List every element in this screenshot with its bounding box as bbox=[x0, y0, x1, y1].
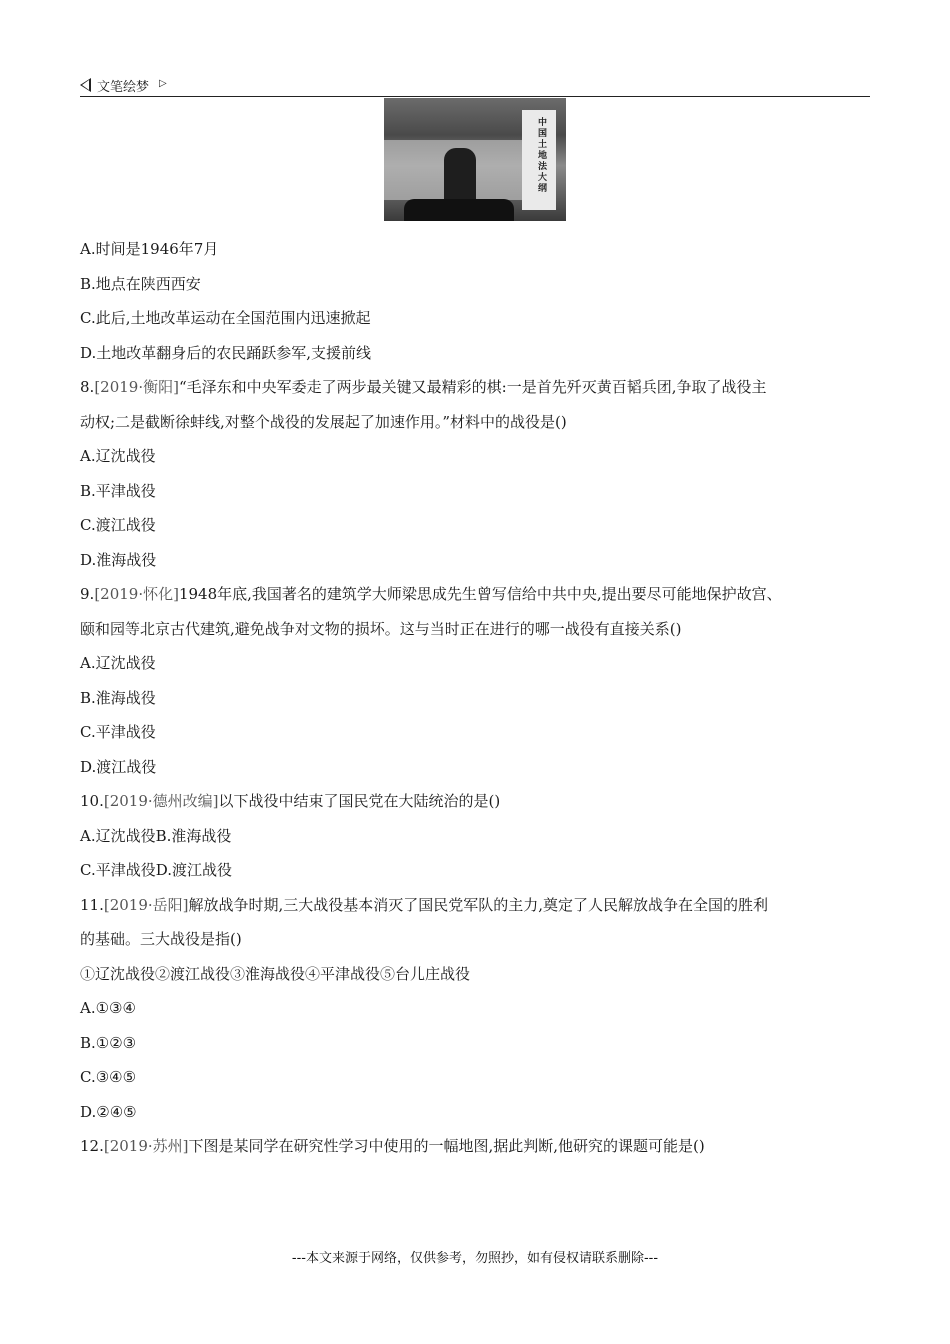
option-line: C.平津战役 bbox=[80, 723, 156, 741]
option-line: C.此后,土地改革运动在全国范围内迅速掀起 bbox=[80, 309, 371, 327]
question-source: [2019·苏州] bbox=[103, 1137, 189, 1155]
question-9-stem: 9.[2019·怀化]1948年底,我国著名的建筑学大师梁思成先生曾写信给中共中央,提出要尽可能地保护故宫、 bbox=[80, 585, 782, 603]
question-source: [2019·怀化] bbox=[94, 585, 179, 603]
question-line: 动权;二是截断徐蚌线,对整个战役的发展起了加速作用。”材料中的战役是() bbox=[80, 412, 567, 431]
option-line: A.①③④ bbox=[80, 999, 136, 1017]
option-line: C.渡江战役 bbox=[80, 516, 156, 534]
option-line: D.渡江战役 bbox=[80, 757, 157, 776]
option-line: B.①②③ bbox=[80, 1033, 137, 1052]
option-line: D.②④⑤ bbox=[80, 1102, 137, 1121]
question-content bbox=[80, 232, 870, 1164]
question-8-stem: 8.[2019·衡阳]“毛泽东和中央军委走了两步最关键又最精彩的棋:一是首先歼灭黄百韬兵团,争取了战役主 bbox=[80, 378, 767, 396]
option-line: B.平津战役 bbox=[80, 481, 156, 500]
photo-banner-text: 中国土地法大纲 bbox=[538, 118, 548, 194]
header-brand: 文笔绘梦 bbox=[97, 79, 150, 95]
land-law-photo bbox=[384, 98, 566, 221]
question-line: ①辽沈战役②渡江战役③淮海战役④平津战役⑤台儿庄战役 bbox=[80, 964, 471, 983]
question-source: [2019·德州改编] bbox=[103, 792, 219, 810]
question-source: [2019·岳阳] bbox=[103, 895, 189, 914]
question-source: [2019·衡阳] bbox=[94, 378, 179, 396]
question-11-stem: 11.[2019·岳阳]解放战争时期,三大战役基本消灭了国民党军队的主力,奠定了人民解放战争在全国的胜利 bbox=[80, 895, 769, 914]
option-line: A.时间是1946年7月 bbox=[80, 240, 219, 258]
option-line: D.土地改革翻身后的农民踊跃参军,支援前线 bbox=[80, 343, 372, 362]
triangle-left-icon bbox=[80, 78, 91, 92]
page-header bbox=[80, 74, 870, 97]
option-line: C.平津战役D.渡江战役 bbox=[80, 861, 232, 879]
option-line: B.地点在陕西西安 bbox=[80, 274, 201, 293]
option-line: C.③④⑤ bbox=[80, 1068, 137, 1086]
option-line: D.淮海战役 bbox=[80, 550, 157, 569]
page-footer: ---本文来源于网络，仅供参考，勿照抄，如有侵权请联系删除--- bbox=[291, 1251, 659, 1266]
option-line: A.辽沈战役 bbox=[80, 654, 156, 672]
triangle-right-icon: ▷ bbox=[159, 77, 167, 89]
question-12-stem: 12.[2019·苏州]下图是某同学在研究性学习中使用的一幅地图,据此判断,他研究的课题可能是() bbox=[80, 1137, 705, 1155]
option-line: A.辽沈战役 bbox=[80, 447, 156, 465]
question-line: 的基础。三大战役是指() bbox=[80, 930, 242, 948]
option-line: B.淮海战役 bbox=[80, 688, 156, 707]
option-line: A.辽沈战役B.淮海战役 bbox=[80, 826, 232, 845]
question-line: 颐和园等北京古代建筑,避免战争对文物的损坏。这与当时正在进行的哪一战役有直接关系() bbox=[80, 619, 682, 638]
question-10-stem: 10.[2019·德州改编]以下战役中结束了国民党在大陆统治的是() bbox=[80, 792, 501, 810]
